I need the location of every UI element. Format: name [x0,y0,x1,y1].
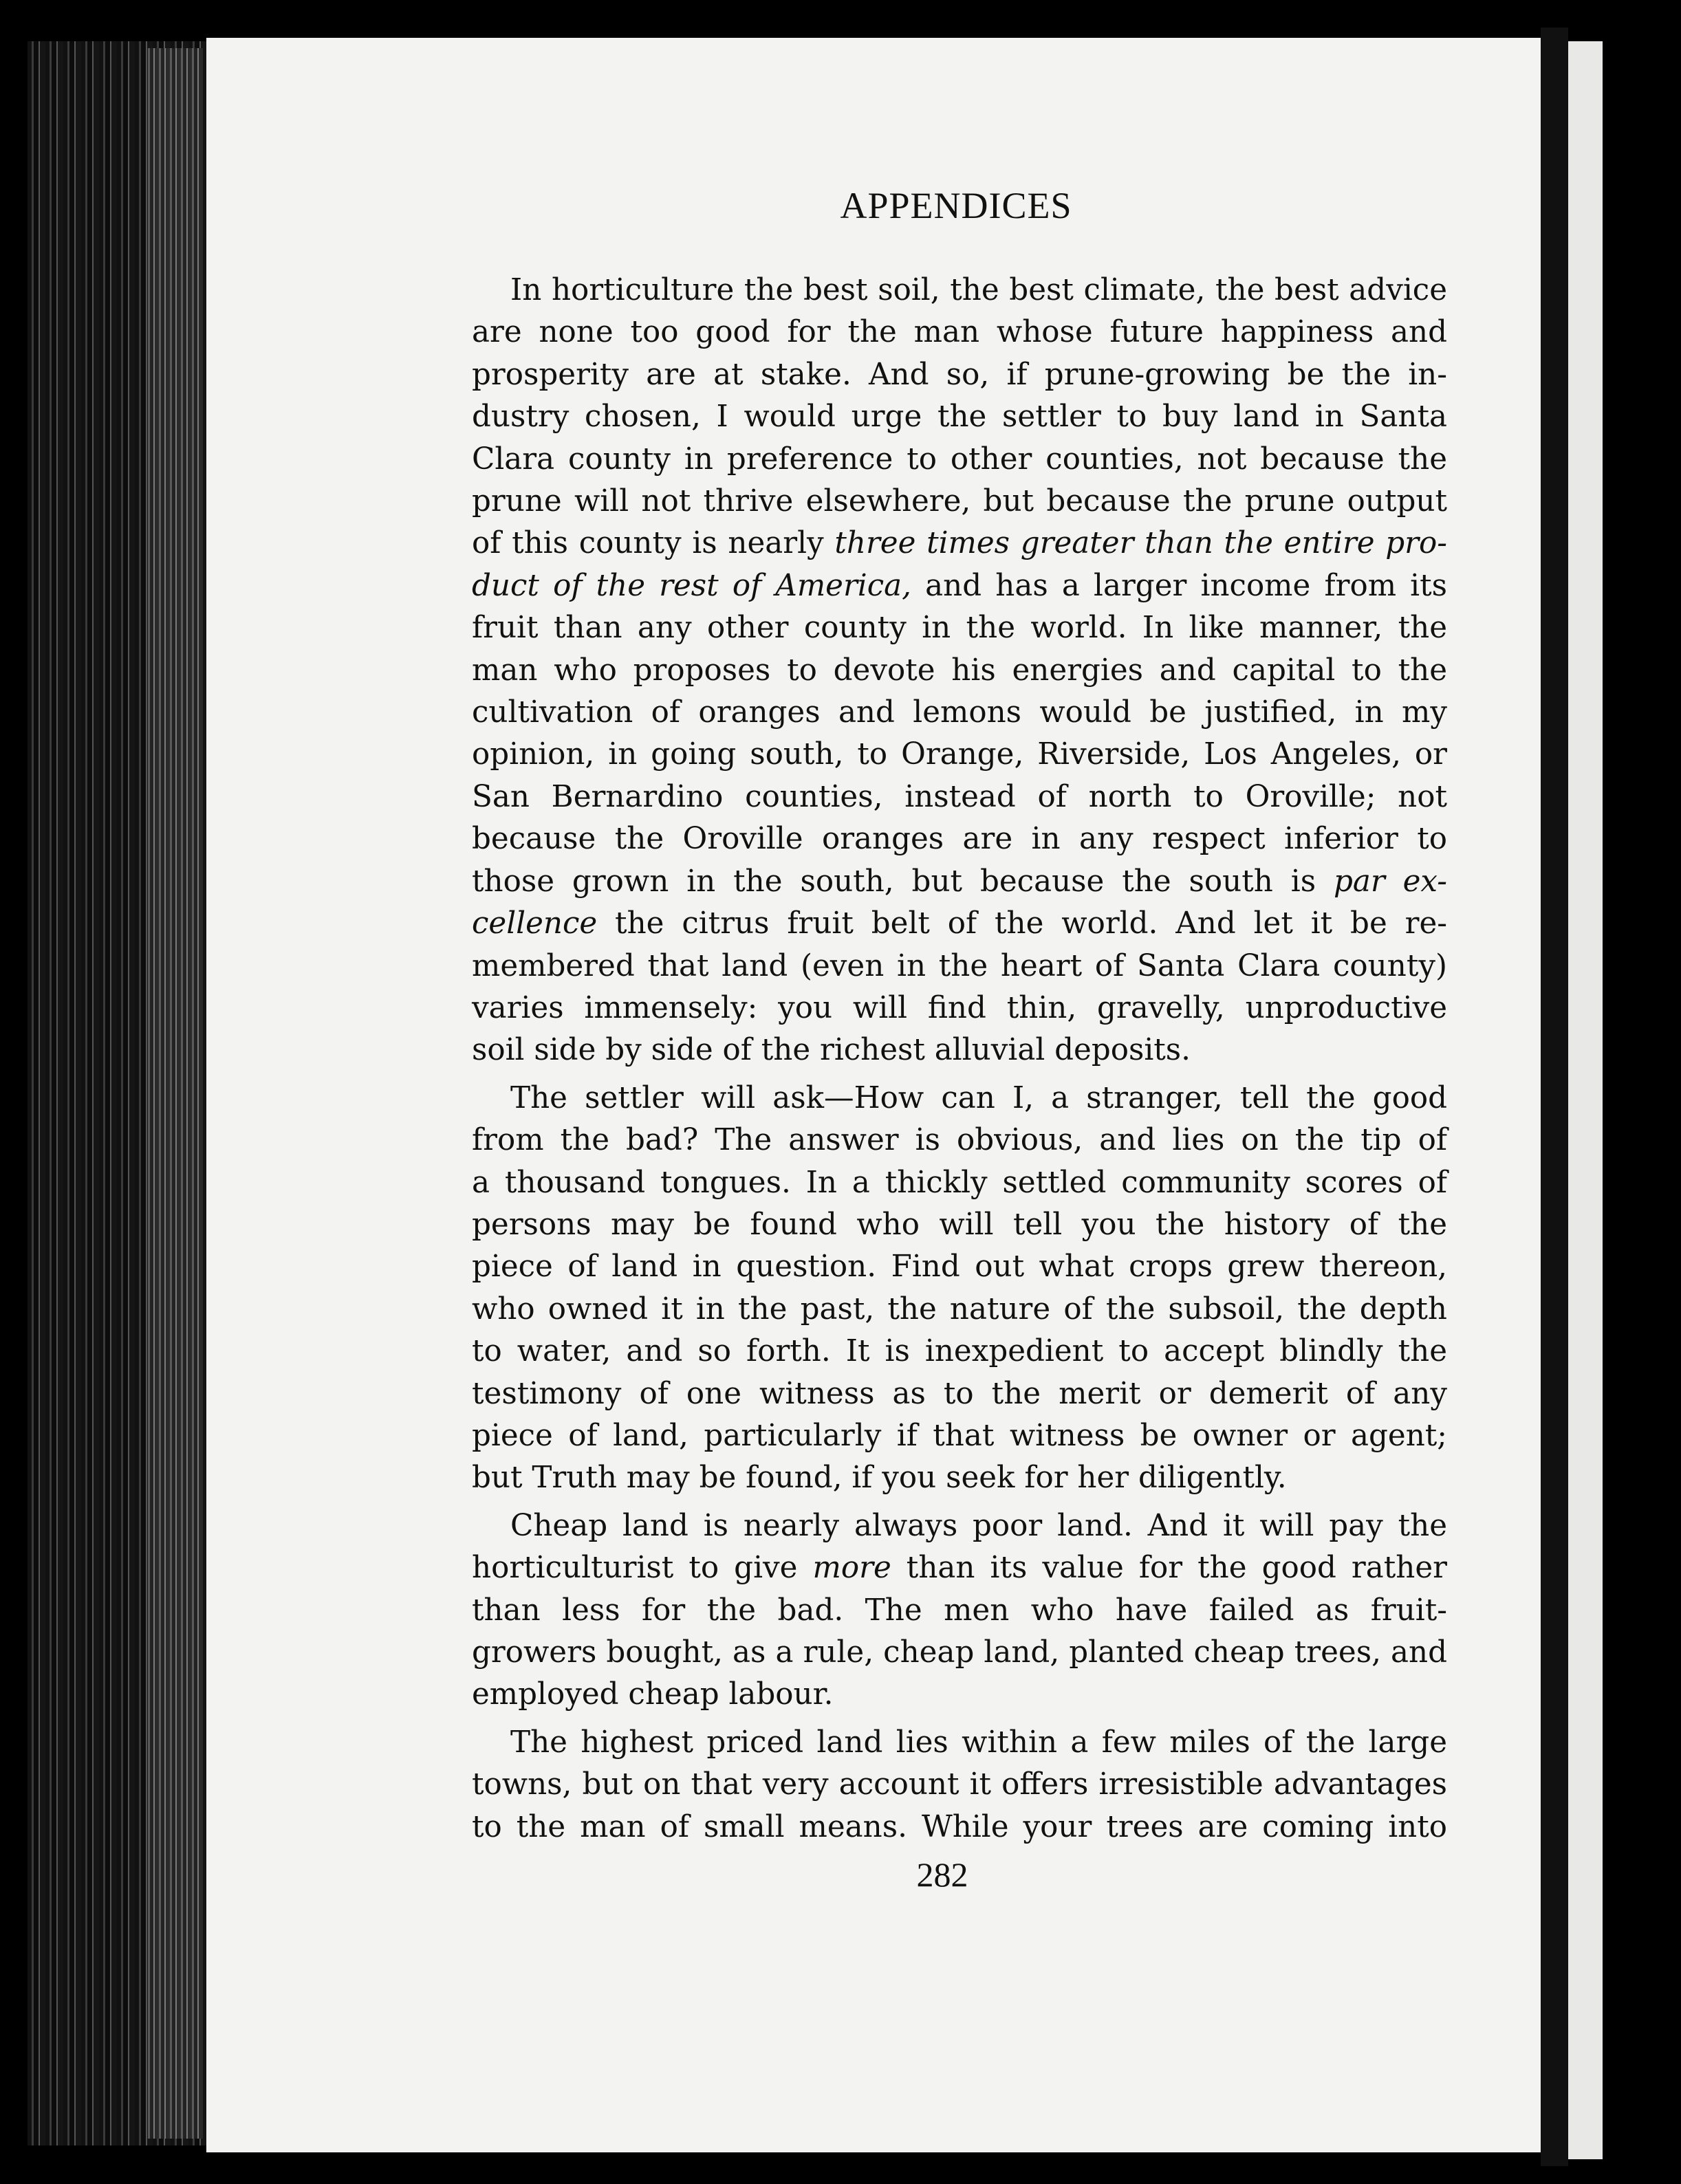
line-text: growers bought, as a rule, cheap land, planted cheap trees, and [472,1635,1447,1670]
text-line [472,354,1447,396]
line-text: because the Oroville oranges are in any respect inferior to [472,822,1447,857]
line-text: San Bernardino counties, instead of north to Oroville; not [472,779,1447,814]
text-line [472,607,1447,649]
line-text: soil side by side of the richest alluvial deposits. [472,1033,1191,1068]
facing-page-edge [1568,41,1603,2159]
paragraph-gap [472,1716,1447,1722]
line-text: Cheap land is nearly always poor land. And it will pay the [510,1508,1447,1543]
line-text: employed cheap labour. [472,1677,834,1712]
text-line [472,1722,1447,1764]
text-line [472,523,1447,565]
line-text: opinion, in going south, to Orange, Riverside, Los Angeles, or [472,737,1447,772]
text-line [472,1764,1447,1806]
text-line [472,270,1447,312]
text-line [472,396,1447,438]
text-line [472,1547,1447,1589]
text-line [472,1505,1447,1547]
line-text: to water, and so forth. It is inexpedient to accept blindly the [472,1334,1447,1369]
text-line [472,1331,1447,1373]
line-text: testimony of one witness as to the merit or demerit of any [472,1376,1447,1411]
text-line [472,1029,1447,1071]
text-line [472,565,1447,607]
running-head: APPENDICES [840,185,1072,226]
text-line [472,1632,1447,1674]
italic-emphasis: cellence [472,906,598,941]
line-text: to the man of small means. While your trees are coming into [472,1809,1447,1844]
text-line [472,1120,1447,1161]
line-text: membered that land (even in the heart of Santa Clara county) [472,948,1447,983]
line-text: varies immensely: you will find thin, gravelly, unproductive [472,990,1447,1025]
line-text: cultivation of oranges and lemons would be justified, in my [472,695,1447,730]
line-text: In horticulture the best soil, the best climate, the best advice [510,273,1447,307]
line-text-before-italic: of this county is nearly [472,526,835,561]
page-number: 282 [916,1855,968,1894]
text-line [472,481,1447,523]
line-text-after-italic: the citrus fruit belt of the world. And let it be re- [597,906,1447,941]
text-line [472,1078,1447,1120]
text-line [472,1674,1447,1716]
line-text: towns, but on that very account it offers irresistible advantages [472,1767,1447,1802]
italic-emphasis: more [812,1551,891,1586]
line-text: prune will not thrive elsewhere, but because the prune output [472,484,1447,519]
line-text: but Truth may be found, if you seek for her diligently. [472,1461,1287,1496]
line-text: man who proposes to devote his energies and capital to the [472,653,1447,688]
line-text: dustry chosen, I would urge the settler to buy land in Santa [472,400,1447,435]
text-line [472,439,1447,481]
body-text [472,270,1447,1848]
line-text: The settler will ask—How can I, a stranger, tell the good [510,1080,1447,1115]
line-text-after-italic: and has a larger income from its [911,568,1448,603]
paragraph-gap [472,1072,1447,1078]
text-line [472,734,1447,776]
text-line [472,1289,1447,1331]
line-text: are none too good for the man whose future happiness and [472,315,1447,350]
paragraph-gap [472,1500,1447,1505]
line-text: prosperity are at stake. And so, if prune-growing be the in- [472,357,1447,392]
book-page-edges-highlight [148,48,203,2139]
text-line [472,818,1447,860]
line-text-after-italic: than its value for the good rather [891,1551,1447,1586]
text-line [472,987,1447,1029]
text-line [472,1415,1447,1457]
text-line [472,903,1447,945]
line-text: piece of land in question. Find out what crops grew thereon, [472,1249,1447,1285]
text-line [472,946,1447,987]
italic-emphasis: duct of the rest of America, [472,568,912,603]
text-line [472,1806,1447,1848]
line-text: The highest priced land lies within a few miles of the large [510,1725,1447,1760]
text-line [472,312,1447,353]
line-text: piece of land, particularly if that witness be owner or agent; [472,1418,1447,1453]
text-line [472,861,1447,903]
text-line [472,692,1447,734]
line-text-before-italic: those grown in the south, but because the south is [472,864,1334,899]
text-line [472,650,1447,692]
text-line [472,1162,1447,1204]
text-line [472,1590,1447,1632]
gutter-shadow [1541,28,1568,2166]
line-text-before-italic: horticulturist to give [472,1551,813,1586]
line-text: fruit than any other county in the world. In like manner, the [472,611,1447,646]
line-text: who owned it in the past, the nature of the subsoil, the depth [472,1291,1447,1326]
line-text: than less for the bad. The men who have failed as fruit- [472,1593,1447,1628]
line-text: from the bad? The answer is obvious, and lies on the tip of [472,1123,1447,1158]
text-line [472,1246,1447,1288]
text-line [472,1457,1447,1499]
italic-emphasis: three times greater than the entire pro- [834,526,1447,561]
line-text: a thousand tongues. In a thickly settled community scores of [472,1165,1447,1200]
text-line [472,1373,1447,1415]
line-text: Clara county in preference to other counties, not because the [472,441,1447,477]
text-line [472,776,1447,818]
line-text: persons may be found who will tell you the history of the [472,1207,1447,1242]
italic-emphasis: par ex- [1333,864,1447,899]
text-line [472,1204,1447,1246]
